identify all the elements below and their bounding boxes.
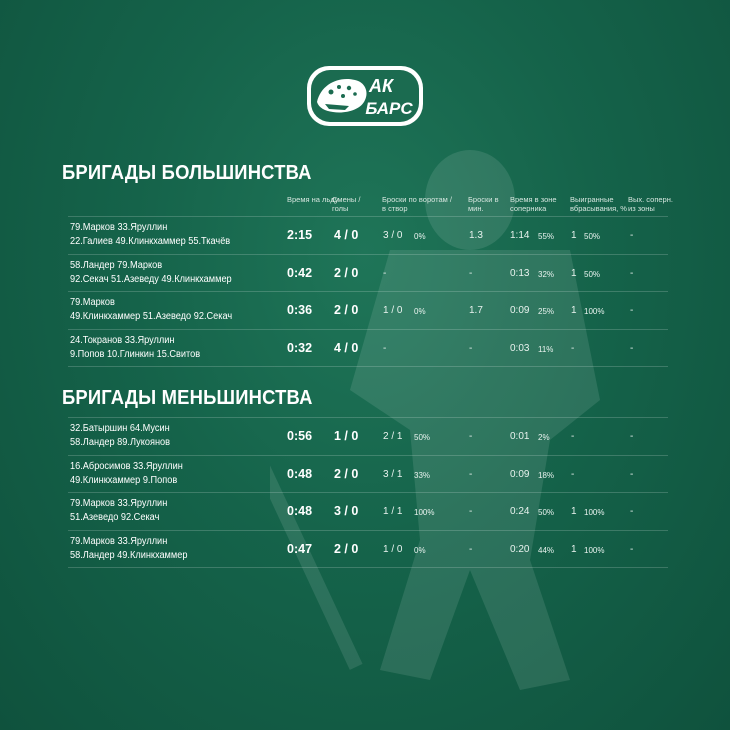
- faceoffs-value: 1: [571, 230, 577, 241]
- header-faceoffs: Выигранные вбрасывания, %: [570, 195, 627, 213]
- table-row: [0, 418, 730, 455]
- faceoffs-value: 1: [571, 506, 577, 517]
- zone-exits-value: -: [630, 431, 634, 442]
- divider: [68, 366, 668, 367]
- shots-value: 1 / 0: [383, 543, 403, 555]
- zone-exits-value: -: [630, 305, 634, 316]
- shifts-goals: 4 / 0: [334, 340, 359, 355]
- shots-value: 1 / 1: [383, 506, 403, 517]
- players-line-1: 79.Марков 33.Яруллин: [70, 498, 168, 509]
- ice-time: 0:48: [287, 466, 313, 481]
- shots-per-min-value: -: [469, 431, 473, 442]
- line-players: [70, 497, 176, 525]
- line-players: [70, 422, 179, 450]
- table-row: [0, 330, 730, 367]
- shifts-goals: 1 / 0: [334, 429, 359, 443]
- shots-percent: 50%: [414, 433, 431, 442]
- shifts-goals: 2 / 0: [334, 303, 359, 317]
- shifts-goals: 2 / 0: [334, 541, 359, 556]
- zone-time-value: 0:20: [510, 543, 530, 555]
- shots-percent: 0%: [414, 545, 426, 555]
- zone-time-value: 1:14: [510, 230, 530, 241]
- shots-percent: 0%: [414, 307, 426, 316]
- zone-time-percent: 2%: [538, 433, 550, 442]
- zone-time-percent: 32%: [538, 269, 555, 279]
- line-players: [70, 535, 198, 563]
- faceoffs-percent: 100%: [584, 508, 605, 517]
- ice-time: 0:48: [287, 504, 313, 518]
- ice-time: 2:15: [287, 228, 313, 242]
- header-zone-exits: Вых. соперн. из зоны: [628, 195, 673, 213]
- penalty-kill-title: БРИГАДЫ МЕНЬШИНСТВА: [62, 387, 313, 409]
- players-line-1: 32.Батыршин 64.Мусин: [70, 423, 170, 434]
- zone-time-value: 0:01: [510, 431, 530, 442]
- players-line-2: 51.Азеведо 92.Секач: [70, 512, 160, 523]
- players-line-1: 79.Марков 33.Яруллин: [70, 222, 168, 233]
- table-row: [0, 217, 730, 254]
- players-line-1: 79.Марков: [70, 297, 115, 308]
- zone-time-percent: 18%: [538, 470, 555, 480]
- faceoffs-percent: 50%: [584, 269, 601, 279]
- players-line-2: 58.Ландер 49.Клинкхаммер: [70, 549, 188, 561]
- players-line-1: 16.Абросимов 33.Яруллин: [70, 460, 183, 472]
- shots-per-min-value: -: [469, 267, 473, 279]
- header-shots-per-min: Броски в мин.: [468, 195, 499, 213]
- table-row: [0, 493, 730, 530]
- players-line-1: 58.Ландер 79.Марков: [70, 259, 163, 271]
- players-line-2: 22.Галиев 49.Клинкхаммер 55.Ткачёв: [70, 236, 231, 247]
- players-line-2: 49.Клинкхаммер 51.Азеведо 92.Секач: [70, 311, 233, 322]
- ice-time: 0:32: [287, 340, 313, 355]
- zone-exits-value: -: [630, 468, 634, 480]
- line-players: [70, 296, 246, 324]
- shifts-goals: 3 / 0: [334, 504, 359, 518]
- shots-value: 2 / 1: [383, 431, 403, 442]
- zone-time-value: 0:09: [510, 305, 530, 316]
- faceoffs-percent: 50%: [584, 232, 601, 241]
- line-players: [70, 259, 246, 287]
- faceoffs-percent: 100%: [584, 307, 605, 316]
- table-row: [0, 255, 730, 292]
- ice-time: 0:36: [287, 303, 313, 317]
- faceoffs-value: 1: [571, 543, 577, 555]
- faceoffs-value: 1: [571, 267, 577, 279]
- ak-bars-logo: [305, 62, 425, 130]
- shifts-goals: 2 / 0: [334, 466, 359, 481]
- shifts-goals: 4 / 0: [334, 228, 359, 242]
- faceoffs-value: -: [571, 468, 575, 480]
- players-line-1: 79.Марков 33.Яруллин: [70, 535, 168, 547]
- shots-per-min-value: -: [469, 543, 473, 555]
- zone-exits-value: -: [630, 230, 634, 241]
- zone-exits-value: -: [630, 267, 634, 279]
- header-time: Время на льду: [287, 195, 339, 204]
- shots-per-min-value: -: [469, 468, 473, 480]
- ice-time: 0:42: [287, 265, 313, 280]
- table-row: [0, 292, 730, 329]
- zone-time-percent: 44%: [538, 545, 555, 555]
- players-line-2: 92.Секач 51.Азеведу 49.Клинкхаммер: [70, 273, 232, 285]
- shots-percent: 0%: [414, 232, 426, 241]
- faceoffs-value: -: [571, 342, 575, 354]
- faceoffs-value: 1: [571, 305, 577, 316]
- zone-time-value: 0:09: [510, 468, 530, 480]
- shots-percent: 100%: [414, 508, 435, 517]
- faceoffs-value: -: [571, 431, 575, 442]
- shots-value: -: [383, 267, 387, 279]
- players-line-2: 49.Клинкхаммер 9.Попов: [70, 474, 178, 486]
- table-row: [0, 456, 730, 493]
- ice-time: 0:56: [287, 429, 313, 443]
- line-players: [70, 460, 193, 488]
- zone-time-value: 0:24: [510, 506, 530, 517]
- header-shifts: Смены / голы: [332, 195, 361, 213]
- shots-percent: 33%: [414, 470, 431, 480]
- header-zone-time: Время в зоне соперника: [510, 195, 557, 213]
- shots-value: 3 / 0: [383, 230, 403, 241]
- svg-text:БАРС: БАРС: [365, 99, 413, 118]
- zone-time-percent: 50%: [538, 508, 555, 517]
- line-players: [70, 334, 211, 362]
- zone-exits-value: -: [630, 506, 634, 517]
- zone-time-value: 0:03: [510, 342, 530, 354]
- power-play-title: БРИГАДЫ БОЛЬШИНСТВА: [62, 162, 312, 184]
- svg-text:АК: АК: [368, 76, 394, 96]
- shots-value: 1 / 0: [383, 305, 403, 316]
- players-line-2: 58.Ландер 89.Лукоянов: [70, 437, 171, 448]
- shots-per-min-value: -: [469, 342, 473, 354]
- players-line-2: 9.Попов 10.Глинкин 15.Свитов: [70, 348, 201, 360]
- faceoffs-percent: 100%: [584, 545, 605, 555]
- shots-per-min-value: 1.7: [469, 305, 483, 316]
- shots-value: -: [383, 342, 387, 354]
- line-players: [70, 221, 244, 249]
- zone-exits-value: -: [630, 543, 634, 555]
- table-row: [0, 531, 730, 568]
- shots-value: 3 / 1: [383, 468, 403, 480]
- header-shots: Броски по воротам / в створ: [382, 195, 452, 213]
- zone-time-percent: 25%: [538, 307, 555, 316]
- zone-time-percent: 55%: [538, 232, 555, 241]
- divider: [68, 567, 668, 568]
- ice-time: 0:47: [287, 541, 313, 556]
- zone-exits-value: -: [630, 342, 634, 354]
- shifts-goals: 2 / 0: [334, 265, 359, 280]
- zone-time-percent: 11%: [538, 344, 554, 354]
- zone-time-value: 0:13: [510, 267, 530, 279]
- players-line-1: 24.Токранов 33.Яруллин: [70, 334, 175, 346]
- shots-per-min-value: 1.3: [469, 230, 483, 241]
- shots-per-min-value: -: [469, 506, 473, 517]
